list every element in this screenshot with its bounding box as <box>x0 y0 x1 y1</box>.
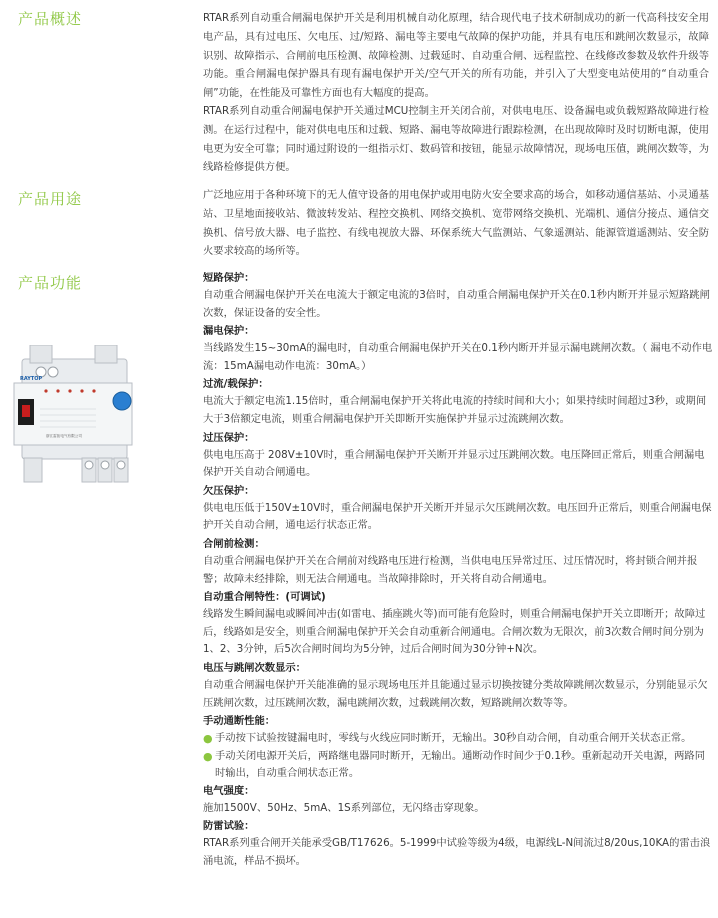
feature-title: 短路保护： <box>203 272 255 284</box>
feature-text: RTAR系列重合闸开关能承受GB/T17626。5-1999中试验等级为4级，电源线L-N间流过8/20us,10KA的雷击浪涌电流，样品不损坏。 <box>203 837 711 868</box>
feature-text: 供电电压高于 208V±10V时，重合闸漏电保护开关断开并显示过压跳闸次数。电压降回正常后，则重合闸漏电保护开关自动合闸通电。 <box>203 448 705 479</box>
bullet-text: 手动按下试验按键漏电时，零线与火线应同时断开，无输出。30秒自动合闸，自动重合闸开关状态正常。 <box>215 732 692 745</box>
overview-paragraph-1: RTAR系列自动重合闸漏电保护开关是利用机械自动化原理，结合现代电子技术研制成功的新一代高科技安全用电产品，具有过电压、欠电压、过/短路、漏电等主要电气故障的保护功能，并具有电压和跳闸次数显示，故障识别、故障指示、合闸前电压检测、故障检测、过载延时、自动重合闸、远程监控、在线修改参数及软件升级等功能。重合闸漏电保护器具有现有漏电保护开关/空气开关的所有功能，并引入了大型变电站使用的“自动重合闸”功能，在性能及可靠性方面也有大幅度的提高。 <box>203 12 709 100</box>
overview-paragraph-2: RTAR系列自动重合闸漏电保护开关通过MCU控制主开关闭合前，对供电电压、设备漏电或负载短路故障进行检测。在运行过程中，能对供电电压和过载、短路、漏电等故障进行跟踪检测，在出现故障时及时切断电源，使用电更为安全可靠；同时通过附设的一组指示灯、数码管和按钮，能显示故障情况，现场电压值，跳闸次数等，为线路检修提供方便。 <box>203 105 709 174</box>
feature-title: 过压保护： <box>203 431 255 444</box>
section-title-overview: 产品概述 <box>18 10 83 28</box>
feature-title: 合闸前检测： <box>203 537 265 550</box>
feature-title: 自动重合闸特性：(可调试) <box>203 591 326 604</box>
feature-text: 施加1500V、50Hz、5mA、1S系列部位，无闪络击穿现象。 <box>203 801 485 814</box>
bullet-icon: ● <box>203 749 213 763</box>
feature-title: 手动通断性能： <box>203 715 276 728</box>
feature-list <box>203 270 713 872</box>
product-image <box>10 345 140 485</box>
section-title-function: 产品功能 <box>18 274 83 292</box>
feature-text: 电流大于额定电流1.15倍时，重合闸漏电保护开关将此电流的持续时间和大小；如果持续时间超过3秒，或期间大于3倍额定电流，则重合闸漏电保护开关即断开实施保护并显示过流跳闸次数。 <box>203 395 707 425</box>
feature-text: 线路发生瞬间漏电或瞬间冲击(如雷电、插座跳火等)而可能有危险时，则重合闸漏电保护开关立即断开；故障过后，线路如是安全，则重合闸漏电保护开关会自动重新合闸通电。合闸次数为无限次，前3次数合闸时间分别为1、2、3分钟，后5次合闸时间均为5分钟，过后合闸时间为30分钟+N次。 <box>203 608 706 656</box>
usage-paragraph: 广泛地应用于各种环境下的无人值守设备的用电保护或用电防火安全要求高的场合，如移动通信基站、小灵通基站、卫星地面接收站、微波转发站、程控交换机、网络交换机、宽带网络交换机、光端机、通信分接点、通信交换机、信号放大器、电子监控、有线电视放大器、环保系统大气监测站、气象遥测站、能源管道遥测站、安全防火要求较高的场所等。 <box>203 189 709 258</box>
feature-text: 自动重合闸漏电保护开关能准确的显示现场电压并且能通过显示切换按键分类故障跳闸次数显示，分别能显示欠压跳闸次数，过压跳闸次数，漏电跳闸次数，过载跳闸次数，短路跳闸次数等等。 <box>203 678 708 709</box>
feature-title: 过流/载保护： <box>203 378 269 391</box>
circuit-breaker-illustration <box>10 345 140 485</box>
feature-title: 漏电保护： <box>203 325 255 338</box>
bullet-text: 手动关闭电源开关后，两路继电器同时断开，无输出。通断动作时间少于0.1秒。重新起动开关电源，两路同时输出，自动重合闸状态正常。 <box>215 749 706 780</box>
feature-text: 供电电压低于150V±10V时，重合闸漏电保护开关断开并显示欠压跳闸次数。电压回升正常后，则重合闸漏电保护开关自动合闸，通电运行状态正常。 <box>203 501 712 532</box>
feature-text: 自动重合闸漏电保护开关在电流大于额定电流的3倍时，自动重合闸漏电保护开关在0.1秒内断开并显示短路跳闸次数，保证设备的安全性。 <box>203 289 710 319</box>
list-item <box>203 730 713 748</box>
feature-title: 电气强度： <box>203 784 255 797</box>
maker-label: 浙江雷拓电气有限公司 <box>46 434 82 438</box>
list-item <box>203 748 713 783</box>
section-title-usage: 产品用途 <box>18 190 83 208</box>
feature-text: 当线路发生15~30mA的漏电时，自动重合闸漏电保护开关在0.1秒内断开并显示漏电跳闸次数。（ 漏电不动作电流：15mA漏电动作电流：30mA。） <box>203 342 713 372</box>
feature-title: 电压与跳闸次数显示： <box>203 661 306 674</box>
feature-title: 欠压保护： <box>203 484 255 497</box>
bullet-icon: ● <box>203 732 213 746</box>
feature-title: 防雷试验： <box>203 820 255 833</box>
feature-text: 自动重合闸漏电保护开关在合闸前对线路电压进行检测，当供电电压异常过压、过压情况时，将封锁合闸并报警；故障未经排除，则无法合闸通电。当故障排除时，开关将自动合闸通电。 <box>203 554 698 585</box>
brand-logo: RAYTOP <box>20 376 43 382</box>
